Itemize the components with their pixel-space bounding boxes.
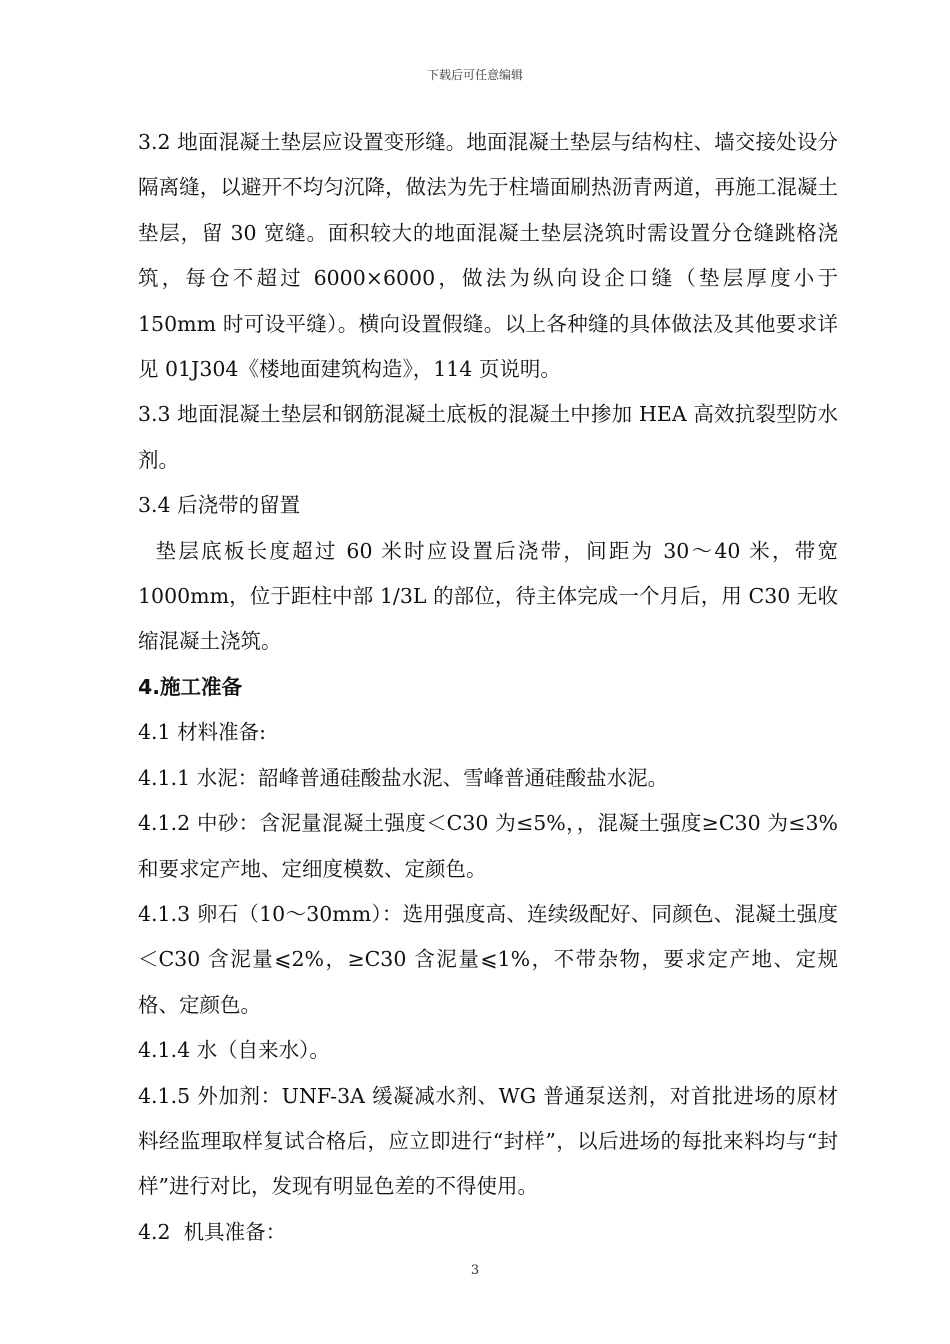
paragraph-4-2: 4.2 机具准备：: [138, 1219, 287, 1244]
document-body: [138, 120, 845, 1255]
page-header: 下载后可任意编辑: [426, 68, 523, 82]
paragraph-3-4-heading: 3.4 后浇带的留置: [138, 493, 301, 518]
page-number: 3: [470, 1263, 480, 1278]
paragraph-3-4-body: 垫层底板长度超过 60 米时应设置后浇带，间距为 30～40 米，带宽 1000mm，位于距柱中部 1/3L 的部位，待主体完成一个月后，用 C30 无收缩混凝土浇筑。: [138, 538, 845, 654]
paragraph-4-1-3: 4.1.3 卵石（10～30mm）：选用强度高、连续级配好、同颜色、混凝土强度＜C30 含泥量⩽2%，≥C30 含泥量⩽1%，不带杂物，要求定产地、定规格、定颜色。: [138, 901, 838, 1017]
paragraph-4-1-5: 4.1.5 外加剂：UNF-3A 缓凝减水剂、WG 普通泵送剂，对首批进场的原材料经监理取样复试合格后，应立即进行“封样”，以后进场的每批来料均与“封样”进行对比，发现有明显色差的不得使用。: [138, 1083, 838, 1199]
paragraph-4-1-1: 4.1.1 水泥：韶峰普通硅酸盐水泥、雪峰普通硅酸盐水泥。: [138, 765, 669, 790]
paragraph-3-3: 3.3 地面混凝土垫层和钢筋混凝土底板的混凝土中掺加 HEA 高效抗裂型防水剂。: [138, 402, 838, 472]
section-heading-4: 4.施工准备: [138, 674, 243, 699]
paragraph-4-1-4: 4.1.4 水（自来水）。: [138, 1038, 330, 1063]
paragraph-4-1-2: 4.1.2 中砂：含泥量混凝土强度＜C30 为≤5%，，混凝土强度≥C30 为≤3%和要求定产地、定细度模数、定颜色。: [138, 811, 838, 881]
paragraph-4-1: 4.1 材料准备:: [138, 720, 267, 745]
paragraph-3-2: 3.2 地面混凝土垫层应设置变形缝。地面混凝土垫层与结构柱、墙交接处设分隔离缝，以避开不均匀沉降，做法为先于柱墙面刷热沥青两道，再施工混凝土垫层，留 30 宽缝。面积较大的地面混凝土垫层浇筑时需设置分仓缝跳格浇筑，每仓不超过 6000×6000，做法为纵向设企口缝（垫层厚度小于 150mm 时可设平缝）。横向设置假缝。以上各种缝的具体做法及其他要求详见 01J304《楼地面建筑构造》，114 页说明。: [138, 130, 838, 382]
